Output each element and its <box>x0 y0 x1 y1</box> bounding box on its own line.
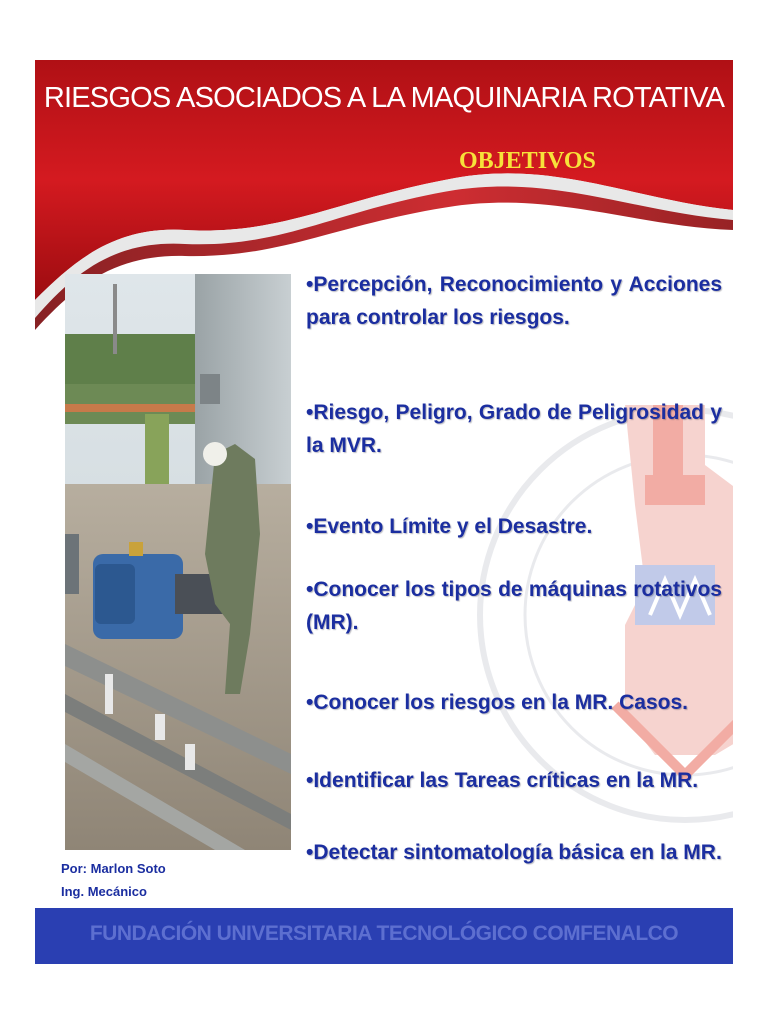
worker-machine-photo <box>65 274 291 850</box>
objective-item-5: •Conocer los riesgos en la MR. Casos. <box>306 691 688 714</box>
objective-item-2: •Riesgo, Peligro, Grado de Peligrosidad y la MVR. <box>306 401 722 457</box>
author-name: Por: Marlon Soto <box>61 861 166 876</box>
author-credit <box>61 857 166 903</box>
slide-subtitle: OBJETIVOS <box>459 148 596 174</box>
slide <box>35 60 733 964</box>
footer-bar <box>35 908 733 964</box>
footer-institution-name: FUNDACIÓN UNIVERSITARIA TECNOLÓGICO COMFENALCO <box>89 922 679 945</box>
objective-item-1: •Percepción, Reconocimiento y Acciones para controlar los riesgos. <box>306 273 722 329</box>
objective-item-7: •Detectar sintomatología básica en la MR. <box>306 841 722 864</box>
objective-item-4: •Conocer los tipos de máquinas rotativos (MR). <box>306 578 722 634</box>
objective-item-3: •Evento Límite y el Desastre. <box>306 515 593 538</box>
author-title: Ing. Mecánico <box>61 884 147 899</box>
slide-title: RIESGOS ASOCIADOS A LA MAQUINARIA ROTATIVA <box>43 82 725 114</box>
objective-item-6: •Identificar las Tareas críticas en la MR. <box>306 769 699 792</box>
